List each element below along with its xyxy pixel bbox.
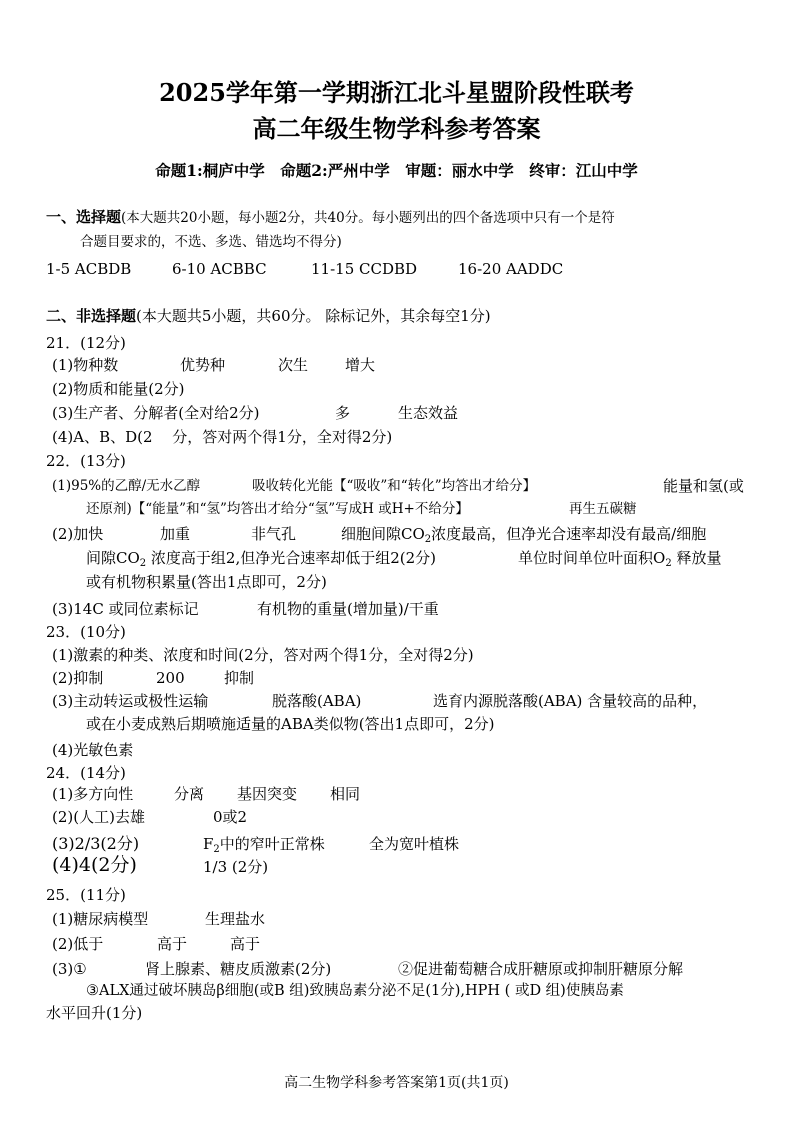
q23-2-b: 200: [156, 669, 185, 687]
q23-2-a: (2)抑制: [52, 669, 104, 687]
q22-2-co2b-label: 间隙CO: [86, 549, 140, 567]
q23-heading: 23．(10分): [46, 623, 126, 641]
q21-1-c: 次生: [278, 356, 309, 374]
q22-2-e: [86, 548, 436, 574]
q25-1-b: 生理盐水: [205, 910, 266, 928]
q24-3-c: 全为宽叶植株: [369, 835, 460, 853]
q22-1-e: 再生五碳糖: [569, 501, 637, 517]
q22-heading: 22．(13分): [46, 452, 126, 470]
q23-1: (1)激素的种类、浓度和时间(2分，答对两个得1分，全对得2分): [52, 646, 474, 664]
q24-4-a: (4)4(2分): [52, 854, 137, 876]
mc-answers-6-10: 6-10 ACBBC: [172, 260, 267, 278]
q25-3-c: ②促进葡萄糖合成肝糖原或抑制肝糖原分解: [398, 960, 684, 978]
q24-heading: 24．(14分): [46, 764, 126, 782]
q21-3-a: (3)生产者、分解者(全对给2分): [52, 404, 260, 422]
q24-4-b: 1/3 (2分): [203, 858, 269, 876]
exam-title: 2025学年第一学期浙江北斗星盟阶段性联考: [159, 78, 634, 107]
q21-1-b: 优势种: [180, 356, 226, 374]
q22-2-g: 或有机物积累量(答出1点即可，2分): [86, 573, 327, 591]
q22-1-a: (1)95%的乙醇/无水乙醇: [52, 478, 201, 494]
mc-answers-1-5: 1-5 ACBDB: [46, 260, 132, 278]
q24-3-f-rest: 中的窄叶正常株: [219, 835, 325, 853]
mc-answers-16-20: 16-20 AADDC: [458, 260, 564, 278]
q25-2-b: 高于: [157, 935, 188, 953]
section2-heading: 二、非选择题: [46, 307, 137, 325]
q21-heading: 21．(12分): [46, 334, 126, 352]
q22-2-f: [518, 548, 721, 574]
q21-2: (2)物质和能量(2分): [52, 380, 185, 398]
q24-3-a: (3)2/3(2分): [52, 834, 140, 853]
q22-2-o2-sub: 2: [665, 558, 672, 569]
section1-desc2: 合题目要求的，不选、多选、错选均不得分): [80, 234, 342, 250]
q23-3-b: 脱落酸(ABA): [272, 692, 362, 710]
q22-2-co2b-rest: 浓度高于组2,但净光合速率却低于组2(2分): [146, 549, 437, 567]
section1-heading: 一、选择题: [46, 208, 122, 226]
q21-3-b: 多: [335, 404, 351, 422]
q23-3-a: (3)主动转运或极性运输: [52, 692, 209, 710]
q24-1-a: (1)多方向性: [52, 785, 134, 803]
section2-line: [46, 306, 491, 326]
page-footer: 高二生物学科参考答案第1页(共1页): [284, 1075, 509, 1091]
q22-2-o2-label: 单位时间单位叶面积O: [518, 549, 666, 567]
credits-line: 命题1:桐庐中学 命题2:严州中学 审题：丽水中学 终审：江山中学: [155, 161, 638, 180]
q21-4: (4)A、B、D(2 分，答对两个得1分，全对得2分): [52, 428, 393, 446]
q22-2-co2-rest: 浓度最高，但净光合速率却没有最高/细胞: [431, 525, 707, 543]
q22-2-b: 加重: [160, 525, 191, 543]
q24-3-f-sub: 2: [213, 844, 220, 855]
q22-2-d: [341, 524, 706, 550]
section2-desc: (本大题共5小题，共60分。 除标记外，其余每空1分): [136, 307, 491, 325]
q25-heading: 25．(11分): [46, 886, 126, 904]
q22-2-co2-sub: 2: [424, 534, 432, 545]
q24-2-a: (2)(人工)去雄: [52, 808, 145, 826]
q23-3-c: 选育内源脱落酸(ABA) 含量较高的品种，: [433, 692, 708, 710]
q25-2-c: 高于: [230, 935, 261, 953]
q25-3-b: 肾上腺素、糖皮质激素(2分): [145, 960, 332, 978]
q25-1-a: (1)糖尿病模型: [52, 910, 149, 928]
q22-2-co2b-sub: 2: [139, 558, 147, 569]
q25-3-e: 水平回升(1分): [46, 1004, 143, 1022]
q21-1-a: (1)物种数: [52, 356, 119, 374]
section1-line1: [46, 207, 615, 228]
q25-2-a: (2)低于: [52, 935, 104, 953]
q22-2-co2-label: 细胞间隙CO: [341, 525, 425, 543]
q23-4: (4)光敏色素: [52, 741, 134, 759]
q22-3-b: 有机物的重量(增加量)/干重: [257, 600, 439, 618]
q23-3-d: 或在小麦成熟后期喷施适量的ABA类似物(答出1点即可，2分): [86, 715, 495, 733]
q21-3-c: 生态效益: [398, 404, 459, 422]
section1-desc1: (本大题共20小题，每小题2分，共40分。每小题列出的四个备选项中只有一个是符: [121, 210, 615, 226]
q24-1-b: 分离: [174, 785, 205, 803]
mc-answers-11-15: 11-15 CCDBD: [311, 260, 418, 278]
q22-1-d: 还原剂)【“能量”和“氢”均答出才给分“氢”写成H 或H+不给分】: [86, 501, 469, 517]
q22-2-c: 非气孔: [251, 525, 297, 543]
q21-1-d: 增大: [345, 356, 376, 374]
q22-1-c: 能量和氢(或: [663, 477, 744, 495]
q22-1-b: 吸收转化光能【“吸收”和“转化”均答出才给分】: [252, 478, 537, 494]
q23-2-c: 抑制: [224, 669, 255, 687]
q24-1-c: 基因突变: [237, 785, 298, 803]
q25-3-d: ③ALX通过破坏胰岛β细胞(或B 组)致胰岛素分泌不足(1分),HPH ( 或D 组)使胰岛素: [86, 983, 624, 999]
q24-3-f-label: F: [203, 835, 214, 853]
q24-1-d: 相同: [330, 785, 361, 803]
q24-2-b: 0或2: [213, 808, 248, 826]
q25-3-a: (3)①: [52, 960, 87, 978]
q22-2-o2-rest: 释放量: [671, 549, 722, 567]
q22-3-a: (3)14C 或同位素标记: [52, 600, 199, 618]
q22-2-a: (2)加快: [52, 525, 104, 543]
document-title: 高二年级生物学科参考答案: [252, 114, 541, 143]
